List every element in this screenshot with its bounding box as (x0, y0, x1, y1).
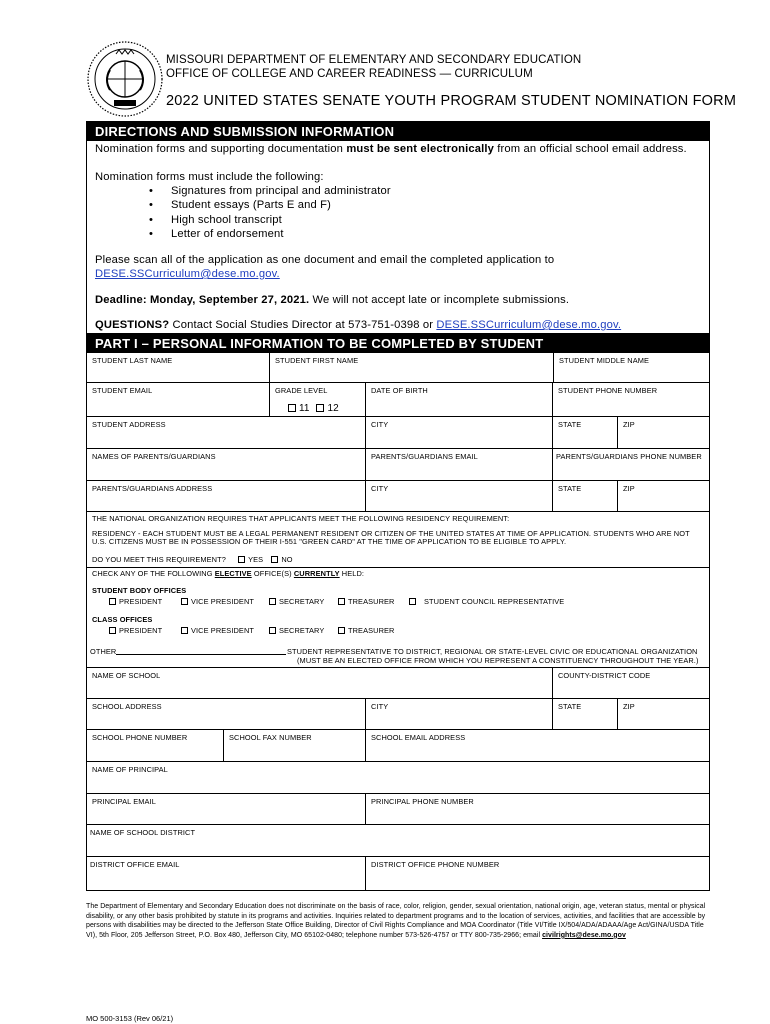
check-mid: OFFICE(S) (251, 569, 294, 578)
must-include-line: Nomination forms must include the following: (95, 171, 324, 183)
checkbox[interactable] (269, 598, 276, 605)
class-vice-president-option[interactable] (181, 626, 254, 635)
checkbox[interactable] (409, 598, 416, 605)
agency-line-2: OFFICE OF COLLEGE AND CAREER READINESS — CURRICULUM (166, 68, 533, 80)
state-field[interactable]: STATE (553, 417, 618, 449)
option-label: PRESIDENT (119, 597, 163, 606)
guardians-email-field[interactable]: PARENTS/GUARDIANS EMAIL (366, 449, 553, 481)
deadline-bold: Deadline: Monday, September 27, 2021. (95, 294, 310, 306)
missouri-state-seal (86, 40, 164, 118)
student-body-offices-heading: STUDENT BODY OFFICES (92, 586, 187, 595)
checkbox[interactable] (269, 627, 276, 634)
check-elective: ELECTIVE (214, 569, 252, 578)
school-district-field[interactable]: NAME OF SCHOOL DISTRICT (87, 825, 709, 857)
checkbox[interactable] (181, 627, 188, 634)
form-title: 2022 UNITED STATES SENATE YOUTH PROGRAM STUDENT NOMINATION FORM (166, 93, 737, 109)
part1-section (86, 333, 710, 891)
elective-offices-instruction (92, 569, 364, 578)
questions-line (95, 318, 621, 333)
class-secretary-option[interactable] (269, 626, 324, 635)
option-label: PRESIDENT (119, 626, 163, 635)
civil-rights-email-link[interactable]: civilrights@dese.mo.gov (542, 931, 626, 939)
option-label: SECRETARY (279, 626, 325, 635)
submission-email[interactable]: DESE.SSCurriculum@dese.mo.gov. (95, 268, 280, 280)
checkbox[interactable] (109, 627, 116, 634)
sb-president-option[interactable] (109, 597, 162, 606)
other-office-description-1: STUDENT REPRESENTATIVE TO DISTRICT, REGIONAL OR STATE-LEVEL CIVIC OR EDUCATIONAL ORGANIZATION (287, 647, 698, 656)
questions-email-link[interactable]: DESE.SSCurriculum@dese.mo.gov. (436, 319, 622, 331)
guardians-names-field[interactable]: NAMES OF PARENTS/GUARDIANS (87, 449, 366, 481)
form-number: MO 500-3153 (Rev 06/21) (86, 1014, 174, 1023)
sb-vice-president-option[interactable] (181, 597, 254, 606)
other-office-input[interactable] (116, 654, 286, 655)
school-fax-field[interactable]: SCHOOL FAX NUMBER (224, 730, 366, 762)
student-middle-name-field[interactable]: STUDENT MIDDLE NAME (553, 353, 709, 383)
line1-post: from an official school email address. (494, 143, 687, 155)
submission-email-link[interactable] (95, 267, 280, 282)
grade-options (288, 403, 339, 414)
check-pre: CHECK ANY OF THE FOLLOWING (92, 569, 215, 578)
list-item: • Signatures from principal and administrator (149, 184, 391, 198)
school-name-field[interactable]: NAME OF SCHOOL (87, 667, 553, 699)
grade-11-label: 11 (299, 403, 310, 414)
list-item: • High school transcript (149, 213, 391, 227)
divider (87, 567, 709, 568)
option-label: STUDENT COUNCIL REPRESENTATIVE (424, 597, 565, 606)
guardians-phone-field[interactable]: PARENTS/GUARDIANS PHONE NUMBER (553, 449, 709, 481)
list-item: • Letter of endorsement (149, 227, 391, 241)
other-office-row (90, 647, 286, 656)
school-phone-field[interactable]: SCHOOL PHONE NUMBER (87, 730, 224, 762)
residency-question: DO YOU MEET THIS REQUIREMENT? (92, 555, 226, 564)
grade-12-checkbox[interactable] (316, 404, 324, 412)
agency-header (166, 53, 581, 81)
student-phone-field[interactable]: STUDENT PHONE NUMBER (553, 383, 709, 417)
directions-heading: DIRECTIONS AND SUBMISSION INFORMATION (87, 122, 709, 141)
deadline-post: We will not accept late or incomplete submissions. (309, 294, 570, 306)
requirements-list (149, 184, 391, 241)
option-label: TREASURER (348, 626, 395, 635)
line1-bold: must be sent electronically (346, 143, 494, 155)
checkbox[interactable] (109, 598, 116, 605)
guardians-city-field[interactable]: CITY (366, 481, 553, 512)
residency-requirement-2: U.S. CITIZENS MUST BE IN POSSESSION OF THEIR I-551 "GREEN CARD" AT THE TIME OF APPLICATION TO BE ELIGIBLE TO APPLY. (92, 537, 567, 546)
guardians-state-field[interactable]: STATE (553, 481, 618, 512)
residency-intro: THE NATIONAL ORGANIZATION REQUIRES THAT APPLICANTS MEET THE FOLLOWING RESIDENCY REQUIREMENT: (92, 514, 510, 523)
checkbox[interactable] (338, 598, 345, 605)
zip-field[interactable]: ZIP (618, 417, 709, 449)
student-email-field[interactable]: STUDENT EMAIL (87, 383, 270, 417)
yes-label: YES (248, 555, 264, 564)
sb-secretary-option[interactable] (269, 597, 324, 606)
line1-pre: Nomination forms and supporting documentation (95, 143, 347, 155)
footer-text: The Department of Elementary and Secondary Education does not discriminate on the basis of race, color, religion, gender, sexual orientation, national origin, age, veteran status, mental or physical disability, or any other basis prohibited by statute in its programs and activities. Inquiries related to department programs and to the location of services, activities, and facilities that are accessible by persons with disabilities may be directed to the Jefferson State Office Building, Director of Civil Rights Compliance and MOA Coordinator (Title VI/Title IX/504/ADA/ADAAA/Age Act/GINA/USDA Title VI), 5th Floor, 205 Jefferson Street, P.O. Box 480, Jefferson City, MO 65102-0480; telephone number 573-526-4757 or TTY 800-735-2966; email (86, 903, 706, 939)
district-email-field[interactable]: DISTRICT OFFICE EMAIL (87, 857, 366, 890)
district-phone-field[interactable]: DISTRICT OFFICE PHONE NUMBER (371, 860, 500, 869)
residency-requirement-1: RESIDENCY - EACH STUDENT MUST BE A LEGAL PERMANENT RESIDENT OR CITIZEN OF THE UNITED STATES AT TIME OF APPLICATION. STUDENTS WHO ARE NOT (92, 529, 690, 538)
school-city-field[interactable]: CITY (366, 699, 553, 730)
school-address-field[interactable]: SCHOOL ADDRESS (87, 699, 366, 730)
nondiscrimination-footer (86, 902, 710, 940)
class-treasurer-option[interactable] (338, 626, 394, 635)
residency-yes-checkbox[interactable] (238, 556, 245, 563)
list-item: • Student essays (Parts E and F) (149, 198, 391, 212)
scan-instruction: Please scan all of the application as one document and email the completed application to (95, 254, 555, 266)
agency-line-1: MISSOURI DEPARTMENT OF ELEMENTARY AND SECONDARY EDUCATION (166, 54, 582, 66)
student-last-name-field[interactable]: STUDENT LAST NAME (87, 353, 270, 383)
school-email-field[interactable]: SCHOOL EMAIL ADDRESS (366, 730, 709, 762)
principal-email-field[interactable]: PRINCIPAL EMAIL (87, 794, 366, 825)
option-label: VICE PRESIDENT (191, 626, 255, 635)
option-label: VICE PRESIDENT (191, 597, 255, 606)
check-post: HELD: (339, 569, 365, 578)
questions-post: Contact Social Studies Director at 573-751-0398 or (169, 319, 437, 331)
city-field[interactable]: CITY (366, 417, 553, 449)
residency-no-checkbox[interactable] (271, 556, 278, 563)
school-state-field[interactable]: STATE (553, 699, 618, 730)
student-first-name-field[interactable]: STUDENT FIRST NAME (270, 353, 553, 383)
principal-phone-field[interactable]: PRINCIPAL PHONE NUMBER (366, 794, 709, 825)
guardians-address-field[interactable]: PARENTS/GUARDIANS ADDRESS (87, 481, 366, 512)
guardians-zip-field[interactable]: ZIP (618, 481, 709, 512)
electronic-submission-line (95, 142, 687, 157)
date-of-birth-field[interactable]: DATE OF BIRTH (366, 383, 553, 417)
deadline-line (95, 293, 569, 308)
questions-bold: QUESTIONS? (95, 319, 170, 331)
check-currently: CURRENTLY (293, 569, 340, 578)
county-district-code-field[interactable]: COUNTY-DISTRICT CODE (553, 667, 709, 699)
other-label: OTHER (90, 647, 117, 656)
directions-section (86, 121, 710, 334)
principal-name-field[interactable]: NAME OF PRINCIPAL (87, 762, 709, 794)
grade-12-label: 12 (327, 403, 339, 414)
student-address-field[interactable]: STUDENT ADDRESS (87, 417, 366, 449)
class-president-option[interactable] (109, 626, 162, 635)
other-office-description-2: (MUST BE AN ELECTED OFFICE FROM WHICH YOU REPRESENT A CONSTITUENCY THROUGHOUT THE YEAR.) (297, 656, 699, 665)
sb-treasurer-option[interactable] (338, 597, 394, 606)
school-zip-field[interactable]: ZIP (618, 699, 709, 730)
checkbox[interactable] (338, 627, 345, 634)
grade-level-field (270, 383, 366, 417)
grade-label: GRADE LEVEL (275, 386, 328, 395)
option-label: SECRETARY (279, 597, 325, 606)
option-label: TREASURER (348, 597, 395, 606)
residency-question-row (92, 555, 293, 564)
no-label: NO (281, 555, 293, 564)
checkbox[interactable] (181, 598, 188, 605)
sb-council-rep-option[interactable] (409, 597, 564, 606)
part1-heading: PART I – PERSONAL INFORMATION TO BE COMPLETED BY STUDENT (87, 334, 709, 353)
class-offices-heading: CLASS OFFICES (92, 615, 153, 624)
grade-11-checkbox[interactable] (288, 404, 296, 412)
